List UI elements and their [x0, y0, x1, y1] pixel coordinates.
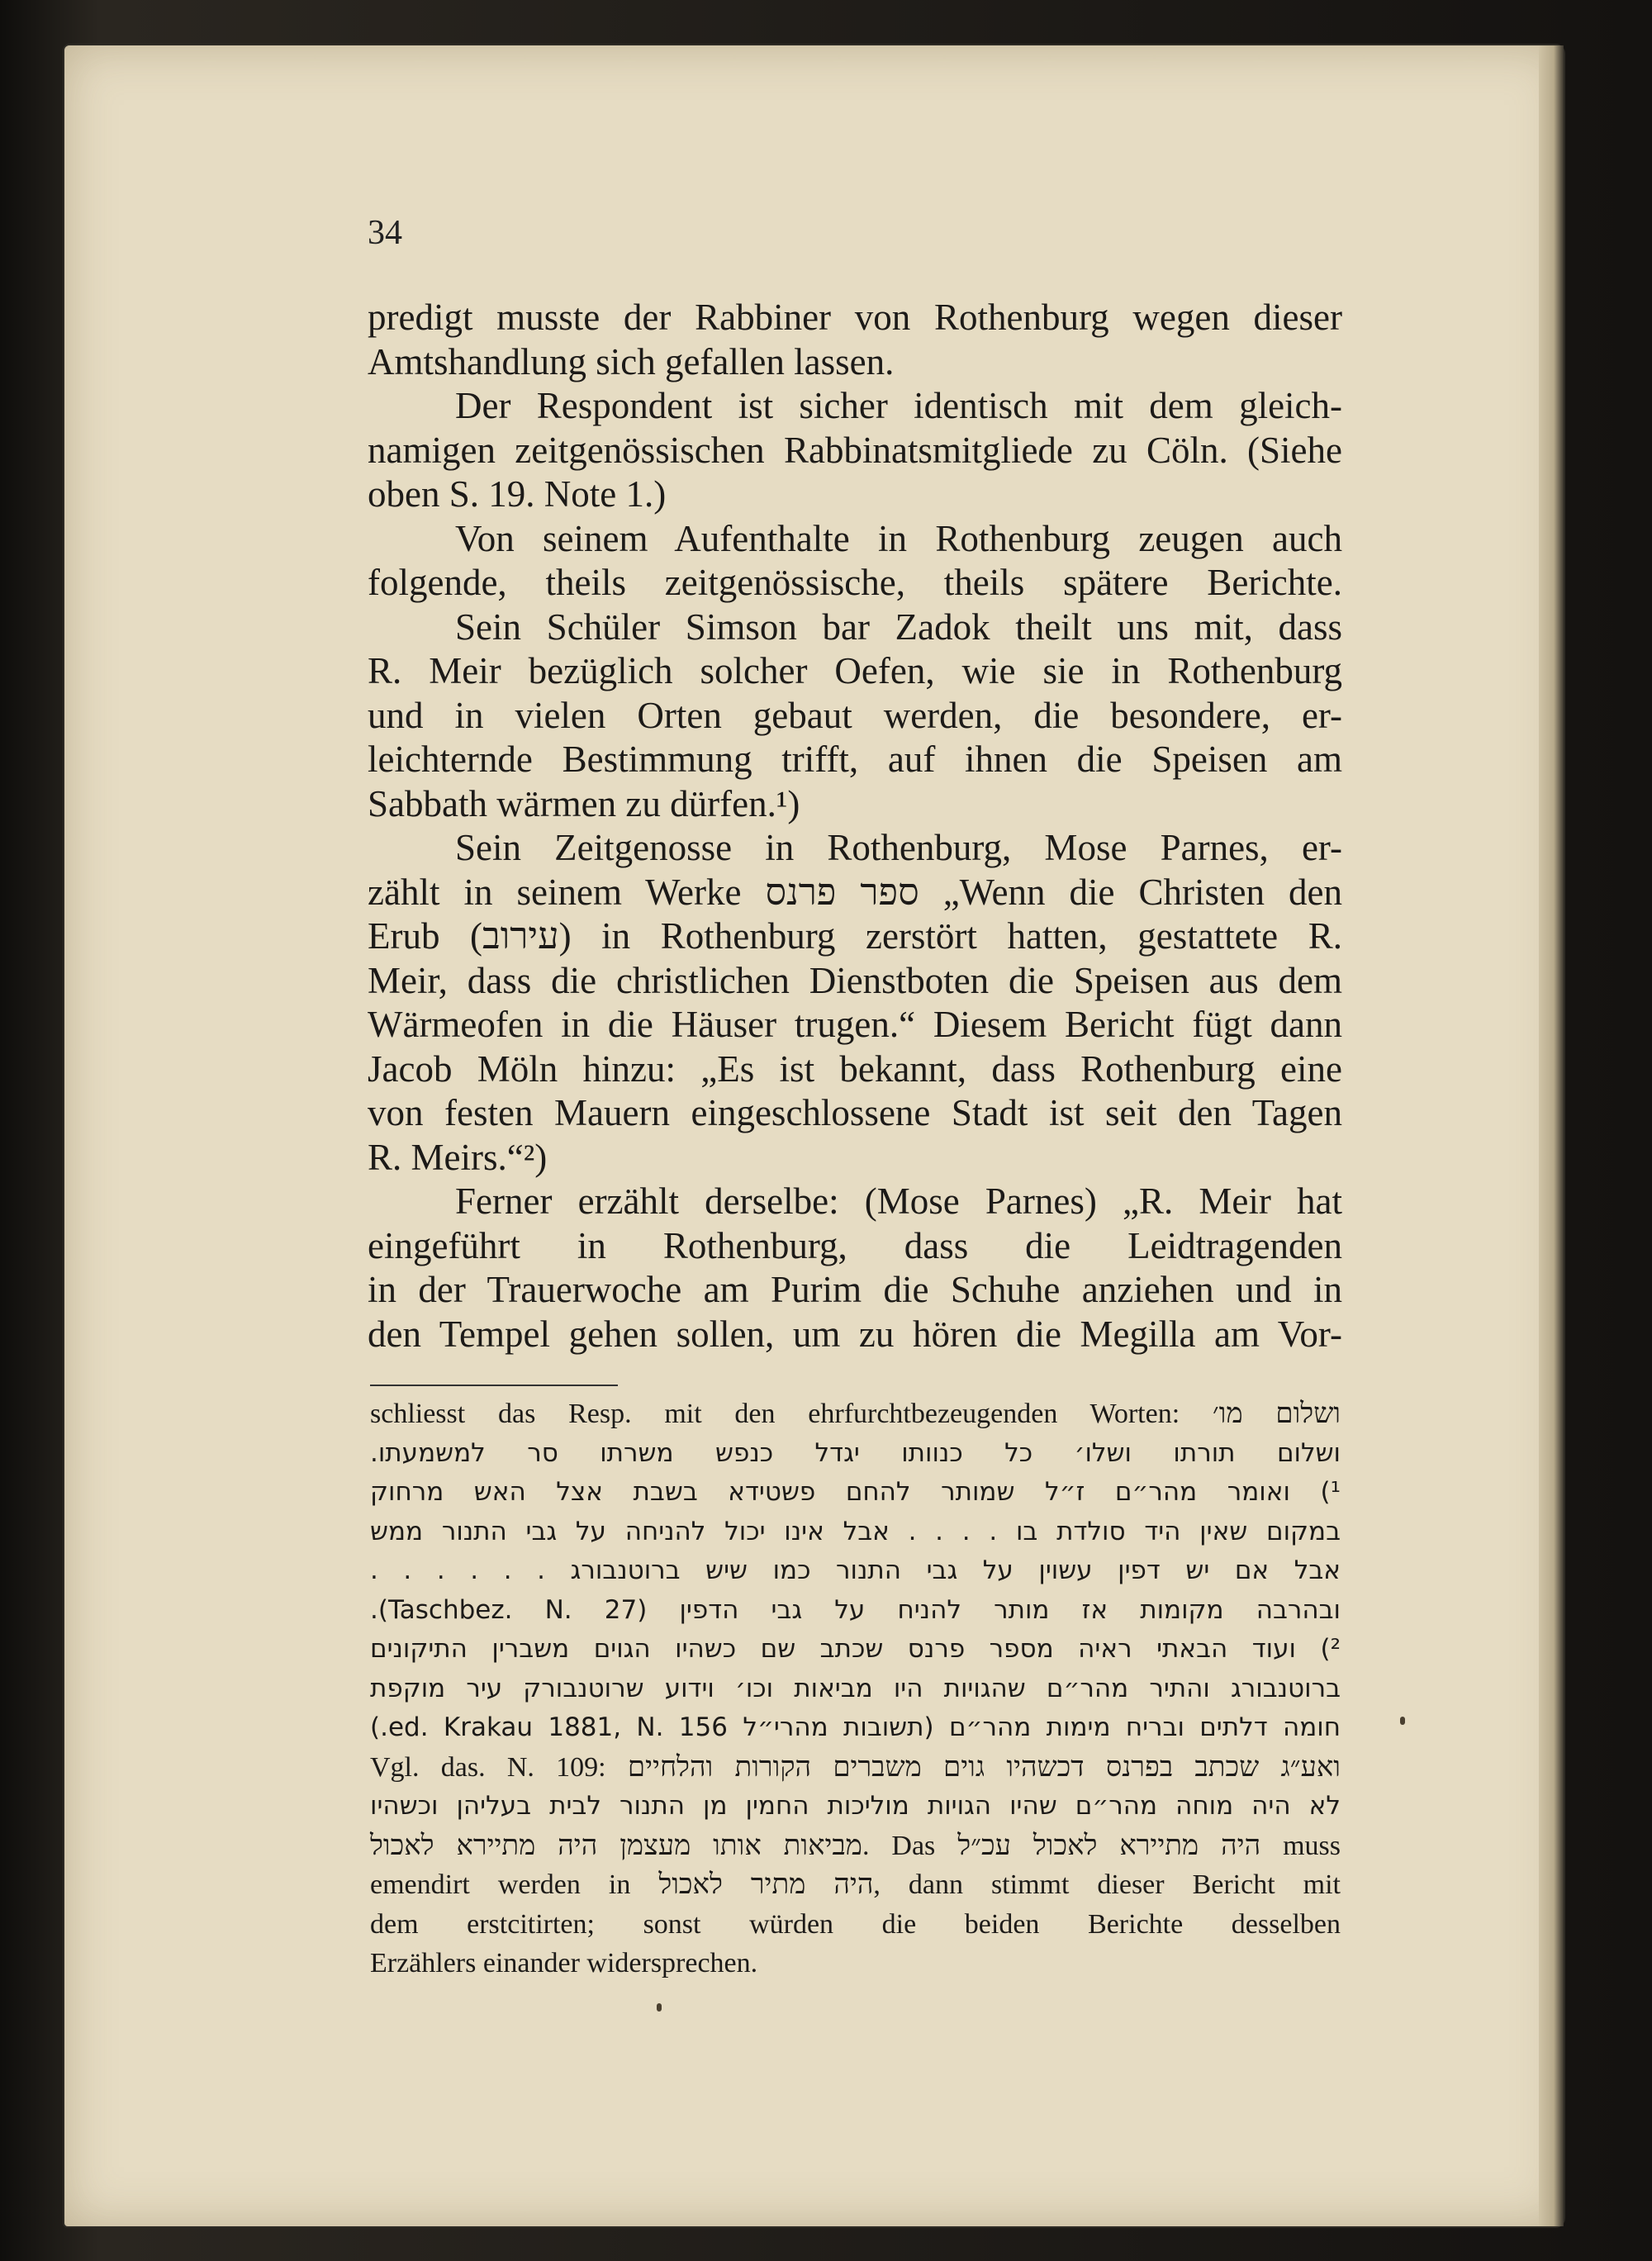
body-line: Von seinem Aufenthalte in Rothenburg zeugen auch: [455, 517, 1342, 559]
footnote-rule: [370, 1385, 618, 1386]
body-line: Sabbath wärmen zu dürfen.¹): [368, 782, 800, 824]
body-line: und in vielen Orten gebaut werden, die besondere, er-: [368, 694, 1342, 736]
body-line: Amtshandlung sich gefallen lassen.: [368, 340, 895, 382]
footnote-line: schliesst das Resp. mit den ehrfurchtbezeugenden Worten: ושלום מו׳: [370, 1399, 1341, 1429]
paper-speck: [657, 2003, 662, 2012]
body-line: Erub (עירוב) in Rothenburg zerstört hatten, gestattete R.: [368, 915, 1342, 957]
body-line: Jacob Möln hinzu: „Es ist bekannt, dass Rothenburg eine: [368, 1047, 1342, 1090]
body-text: [368, 296, 1342, 1356]
body-line: den Tempel gehen sollen, um zu hören die Megilla am Vor-: [368, 1313, 1342, 1355]
footnote-line: מביאות אותו מעצמן היה מתיירא לאכול. Das היה מתיירא לאכול עכ״ל muss: [370, 1830, 1341, 1861]
body-line: von festen Mauern eingeschlossene Stadt ist seit den Tagen: [368, 1092, 1342, 1133]
body-line: eingeführt in Rothenburg, dass die Leidtragenden: [368, 1224, 1342, 1266]
body-line: predigt musste der Rabbiner von Rothenburg wegen dieser: [368, 297, 1342, 338]
body-line: R. Meirs.“²): [368, 1136, 548, 1178]
body-line: Meir, dass die christlichen Dienstboten die Speisen aus dem: [368, 959, 1342, 1001]
footnote-line: ²) ועוד הבאתי ראיה מספר פרנס שכתב שם כשהיו הגוים משברין התיקונים: [370, 1634, 1341, 1664]
paper-speck: [1400, 1717, 1405, 1725]
body-line: R. Meir bezüglich solcher Oefen, wie sie in Rothenburg: [368, 650, 1342, 691]
body-line: Sein Zeitgenosse in Rothenburg, Mose Parnes, er-: [455, 827, 1342, 868]
page-edge: [1539, 45, 1564, 2226]
body-line: in der Trauerwoche am Purim die Schuhe anziehen und in: [368, 1269, 1342, 1310]
page-number: 34: [368, 214, 402, 252]
footnote-line: Erzählers einander widersprechen.: [370, 1948, 758, 1978]
footnote-line: dem erstcitirten; sonst würden die beiden Berichte desselben: [370, 1908, 1341, 1940]
footnote-line: אבל אם יש דפין עשוין על גבי התנור כמו שיש ברוטנבורג . . . . . .: [370, 1556, 1341, 1585]
footnote-line: ¹) ואומר מהר״ם ז״ל שמותר להחם פשטידא בשבת אצל האש מרחוק: [370, 1477, 1341, 1507]
body-line: Sein Schüler Simson bar Zadok theilt uns mit, dass: [455, 606, 1342, 648]
footnote-line: ובהרבה מקומות אז מותר להניח על גבי הדפין (Taschbez. N. 27).: [370, 1594, 1341, 1625]
body-line: leichternde Bestimmung trifft, auf ihnen die Speisen am: [368, 739, 1342, 780]
body-line: zählt in seinem Werke ספר פרנס „Wenn die Christen den: [368, 871, 1342, 913]
footnote-line: במקום שאין היד סולדת בו . . . . אבל אינו יכול להניחה על גבי התנור ממש: [370, 1516, 1341, 1546]
footnote-line: Vgl. das. N. 109: ואע״ג שכתב בפרנס דכשהיו גוים משברים הקורות והלחיים: [370, 1751, 1341, 1783]
footnote-line: emendirt werden in היה מתיר לאכול, dann stimmt dieser Bericht mit: [370, 1869, 1341, 1900]
body-line: namigen zeitgenössischen Rabbinatsmitgliede zu Cöln. (Siehe: [368, 429, 1342, 471]
footnote-line: לא היה מוחה מהר״ם שהיו הגויות מוליכות החמין מן התנור לבית בעליהן וכשהיו: [370, 1791, 1341, 1821]
footnotes: [370, 1394, 1341, 1983]
footnote-line: חומה דלתים ובריח מימות מהר״ם (תשובות מהרי״ל ed. Krakau 1881, N. 156.): [370, 1712, 1341, 1742]
footnote-line: ושלום תורתו ושלו׳ כל כנוותו יגדל כנפש משרתו סר למשמעתו.: [370, 1437, 1341, 1468]
body-line: oben S. 19. Note 1.): [368, 473, 667, 515]
body-line: Wärmeofen in die Häuser trugen.“ Diesem Bericht fügt dann: [368, 1004, 1342, 1045]
footnote-line: ברוטנבורג והתיר מהר״ם שהגויות היו מביאות וכו׳ וידוע שרוטנבורק עיר מוקפת: [370, 1673, 1341, 1703]
body-line: Der Respondent ist sicher identisch mit dem gleich-: [455, 385, 1342, 426]
body-line: Ferner erzählt derselbe: (Mose Parnes) „R. Meir hat: [455, 1180, 1342, 1222]
body-line: folgende, theils zeitgenössische, theils spätere Berichte.: [368, 562, 1342, 603]
